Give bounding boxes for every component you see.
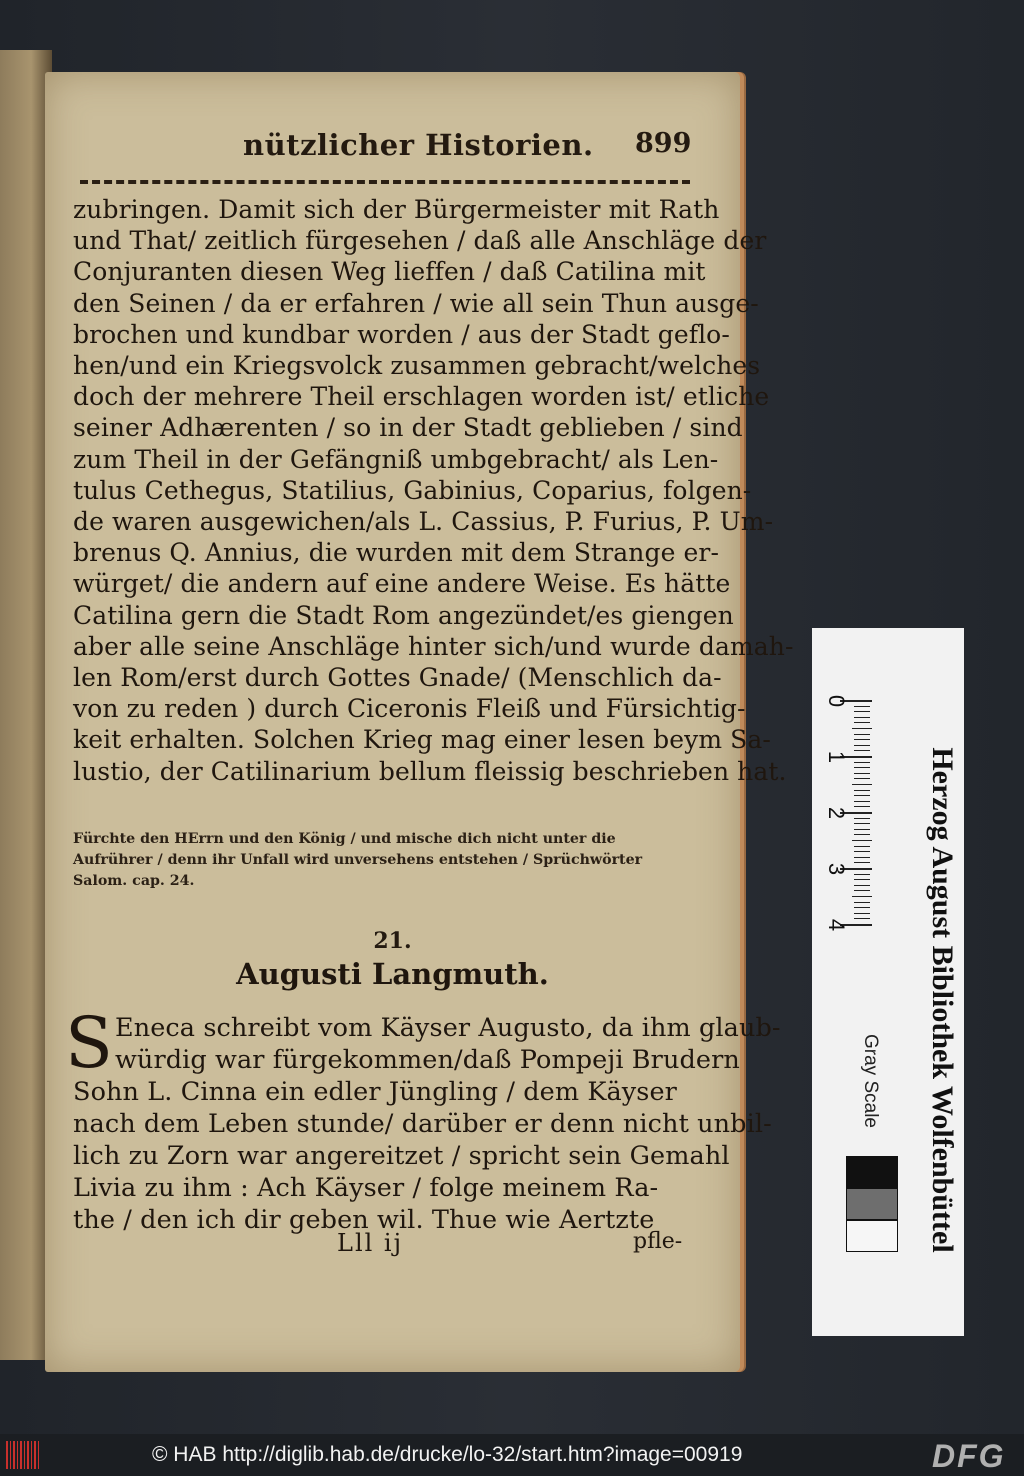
gray-scale-text: Gray Scale: [860, 1034, 881, 1128]
section-line: lich zu Zorn war angereitzet / spricht sein Gemahl: [73, 1141, 730, 1171]
head-rule: [80, 180, 690, 184]
footer-credit: © HAB http://diglib.hab.de/drucke/lo-32/start.htm?image=00919: [152, 1443, 743, 1466]
section-number: 21.: [373, 928, 412, 954]
ruler-tick: [854, 706, 870, 707]
library-title: [912, 668, 962, 1328]
library-title-text: Herzog August Bibliothek Wolfenbüttel: [926, 747, 959, 1253]
text-line: von zu reden ) durch Ciceronis Fleiß und Fürsichtig-: [73, 694, 746, 724]
ruler-tick: [852, 728, 872, 729]
ruler-tick: [854, 795, 870, 796]
ruler-tick: [854, 773, 870, 774]
ruler-label: 1: [824, 750, 849, 764]
ruler-tick: [854, 879, 870, 880]
ruler-tick: [854, 717, 870, 718]
gray-swatch: [846, 1156, 898, 1188]
section-heading: Augusti Langmuth.: [236, 957, 549, 991]
ruler-tick: [852, 784, 872, 785]
dfg-logo: DFG: [932, 1438, 1006, 1474]
text-line: Conjuranten diesen Weg lieffen / daß Catilina mit: [73, 257, 706, 287]
text-line: zum Theil in der Gefängniß umbgebracht/ als Len-: [73, 444, 719, 474]
ruler-tick: [854, 823, 870, 824]
color-scale-card: [812, 628, 964, 1336]
text-line: doch der mehrere Theil erschlagen worden ist/ etliche: [73, 382, 770, 412]
ruler-tick: [854, 745, 870, 746]
ruler-label: 4: [824, 918, 849, 932]
ruler-tick: [854, 790, 870, 791]
text-line: len Rom/erst durch Gottes Gnade/ (Menschlich da-: [73, 663, 722, 693]
note-line: Aufrührer / denn ihr Unfall wird unversehens entstehen / Sprüchwörter: [73, 852, 643, 868]
ruler-tick: [852, 896, 872, 897]
ruler-tick: [854, 829, 870, 830]
gray-swatch: [846, 1220, 898, 1252]
text-line: brenus Q. Annius, die wurden mit dem Strange er-: [73, 538, 719, 568]
ruler-label: 3: [824, 862, 849, 876]
viewer-footer: [0, 1434, 1024, 1476]
section-line: Livia zu ihm : Ach Käyser / folge meinem Ra-: [73, 1173, 659, 1203]
section-text: [65, 1002, 781, 1236]
main-text: [73, 194, 794, 787]
text-line: und That/ zeitlich fürgesehen / daß alle Anschläge der: [73, 226, 767, 256]
ruler-tick: [854, 874, 870, 875]
ruler-tick: [854, 778, 870, 779]
text-line: lustio, der Catilinarium bellum fleissig beschrieben hat.: [73, 756, 787, 786]
section-line: würdig war fürgekommen/daß Pompeji Brudern: [115, 1045, 740, 1075]
text-line: de waren ausgewichen/als L. Cassius, P. Furius, P. Um-: [73, 507, 774, 537]
ruler-tick: [854, 834, 870, 835]
ruler-tick: [854, 890, 870, 891]
text-line: Catilina gern die Stadt Rom angezündet/es giengen: [73, 600, 734, 630]
signature-mark: Lll ij: [337, 1229, 404, 1257]
ruler-tick: [854, 722, 870, 723]
ruler-tick: [854, 913, 870, 914]
text-line: würget/ die andern auf eine andere Weise. Es hätte: [73, 569, 731, 599]
marginal-proverb-note: [73, 829, 713, 892]
ruler-tick: [854, 801, 870, 802]
text-line: den Seinen / da er erfahren / wie all sein Thun ausge-: [73, 288, 759, 318]
section-line: Eneca schreibt vom Käyser Augusto, da ihm glaub-: [115, 1013, 781, 1043]
book-page: [45, 72, 794, 1372]
text-line: seiner Adhærenten / so in der Stadt geblieben / sind: [73, 413, 743, 443]
ruler-tick: [854, 902, 870, 903]
text-line: aber alle seine Anschläge hinter sich/und wurde damah-: [73, 631, 794, 661]
ruler-tick: [854, 767, 870, 768]
ruler-label: 0: [824, 694, 849, 708]
gray-swatch: [846, 1188, 898, 1220]
ruler-tick: [854, 711, 870, 712]
text-line: brochen und kundbar worden / aus der Stadt geflo-: [73, 319, 730, 349]
ruler-tick: [854, 918, 870, 919]
note-line: Fürchte den HErrn und den König / und mische dich nicht unter die: [73, 831, 616, 847]
running-head-title: nützlicher Historien.: [243, 128, 594, 162]
gray-scale-label: [850, 1034, 890, 1158]
barcode-icon: [6, 1441, 40, 1469]
ruler-tick: [854, 885, 870, 886]
drop-initial: S: [65, 1002, 113, 1084]
ruler-tick: [854, 739, 870, 740]
text-line: tulus Cethegus, Statilius, Gabinius, Coparius, folgen-: [73, 475, 752, 505]
catchword: pfle-: [633, 1229, 683, 1254]
running-head: [45, 128, 740, 168]
ruler-tick: [854, 851, 870, 852]
ruler-tick: [854, 907, 870, 908]
ruler-tick: [854, 862, 870, 863]
ruler-tick: [854, 734, 870, 735]
section-line: Sohn L. Cinna ein edler Jüngling / dem Käyser: [73, 1077, 677, 1107]
ruler-tick: [852, 840, 872, 841]
ruler-tick: [854, 846, 870, 847]
ruler-tick: [854, 857, 870, 858]
ruler-tick: [854, 806, 870, 807]
section-line: the / den ich dir geben wil. Thue wie Aertzte: [73, 1205, 655, 1235]
text-line: hen/und ein Kriegsvolck zusammen gebracht/welches: [73, 351, 761, 381]
ruler-label: 2: [824, 806, 849, 820]
text-line: keit erhalten. Solchen Krieg mag einer lesen beym Sa-: [73, 725, 771, 755]
text-line: zubringen. Damit sich der Bürgermeister mit Rath: [73, 195, 720, 224]
ruler-tick: [854, 750, 870, 751]
note-line: Salom. cap. 24.: [73, 873, 195, 889]
section-line: nach dem Leben stunde/ darüber er denn nicht unbil-: [73, 1109, 772, 1139]
page-number: 899: [635, 128, 692, 159]
ruler-tick: [854, 762, 870, 763]
ruler-tick: [854, 818, 870, 819]
